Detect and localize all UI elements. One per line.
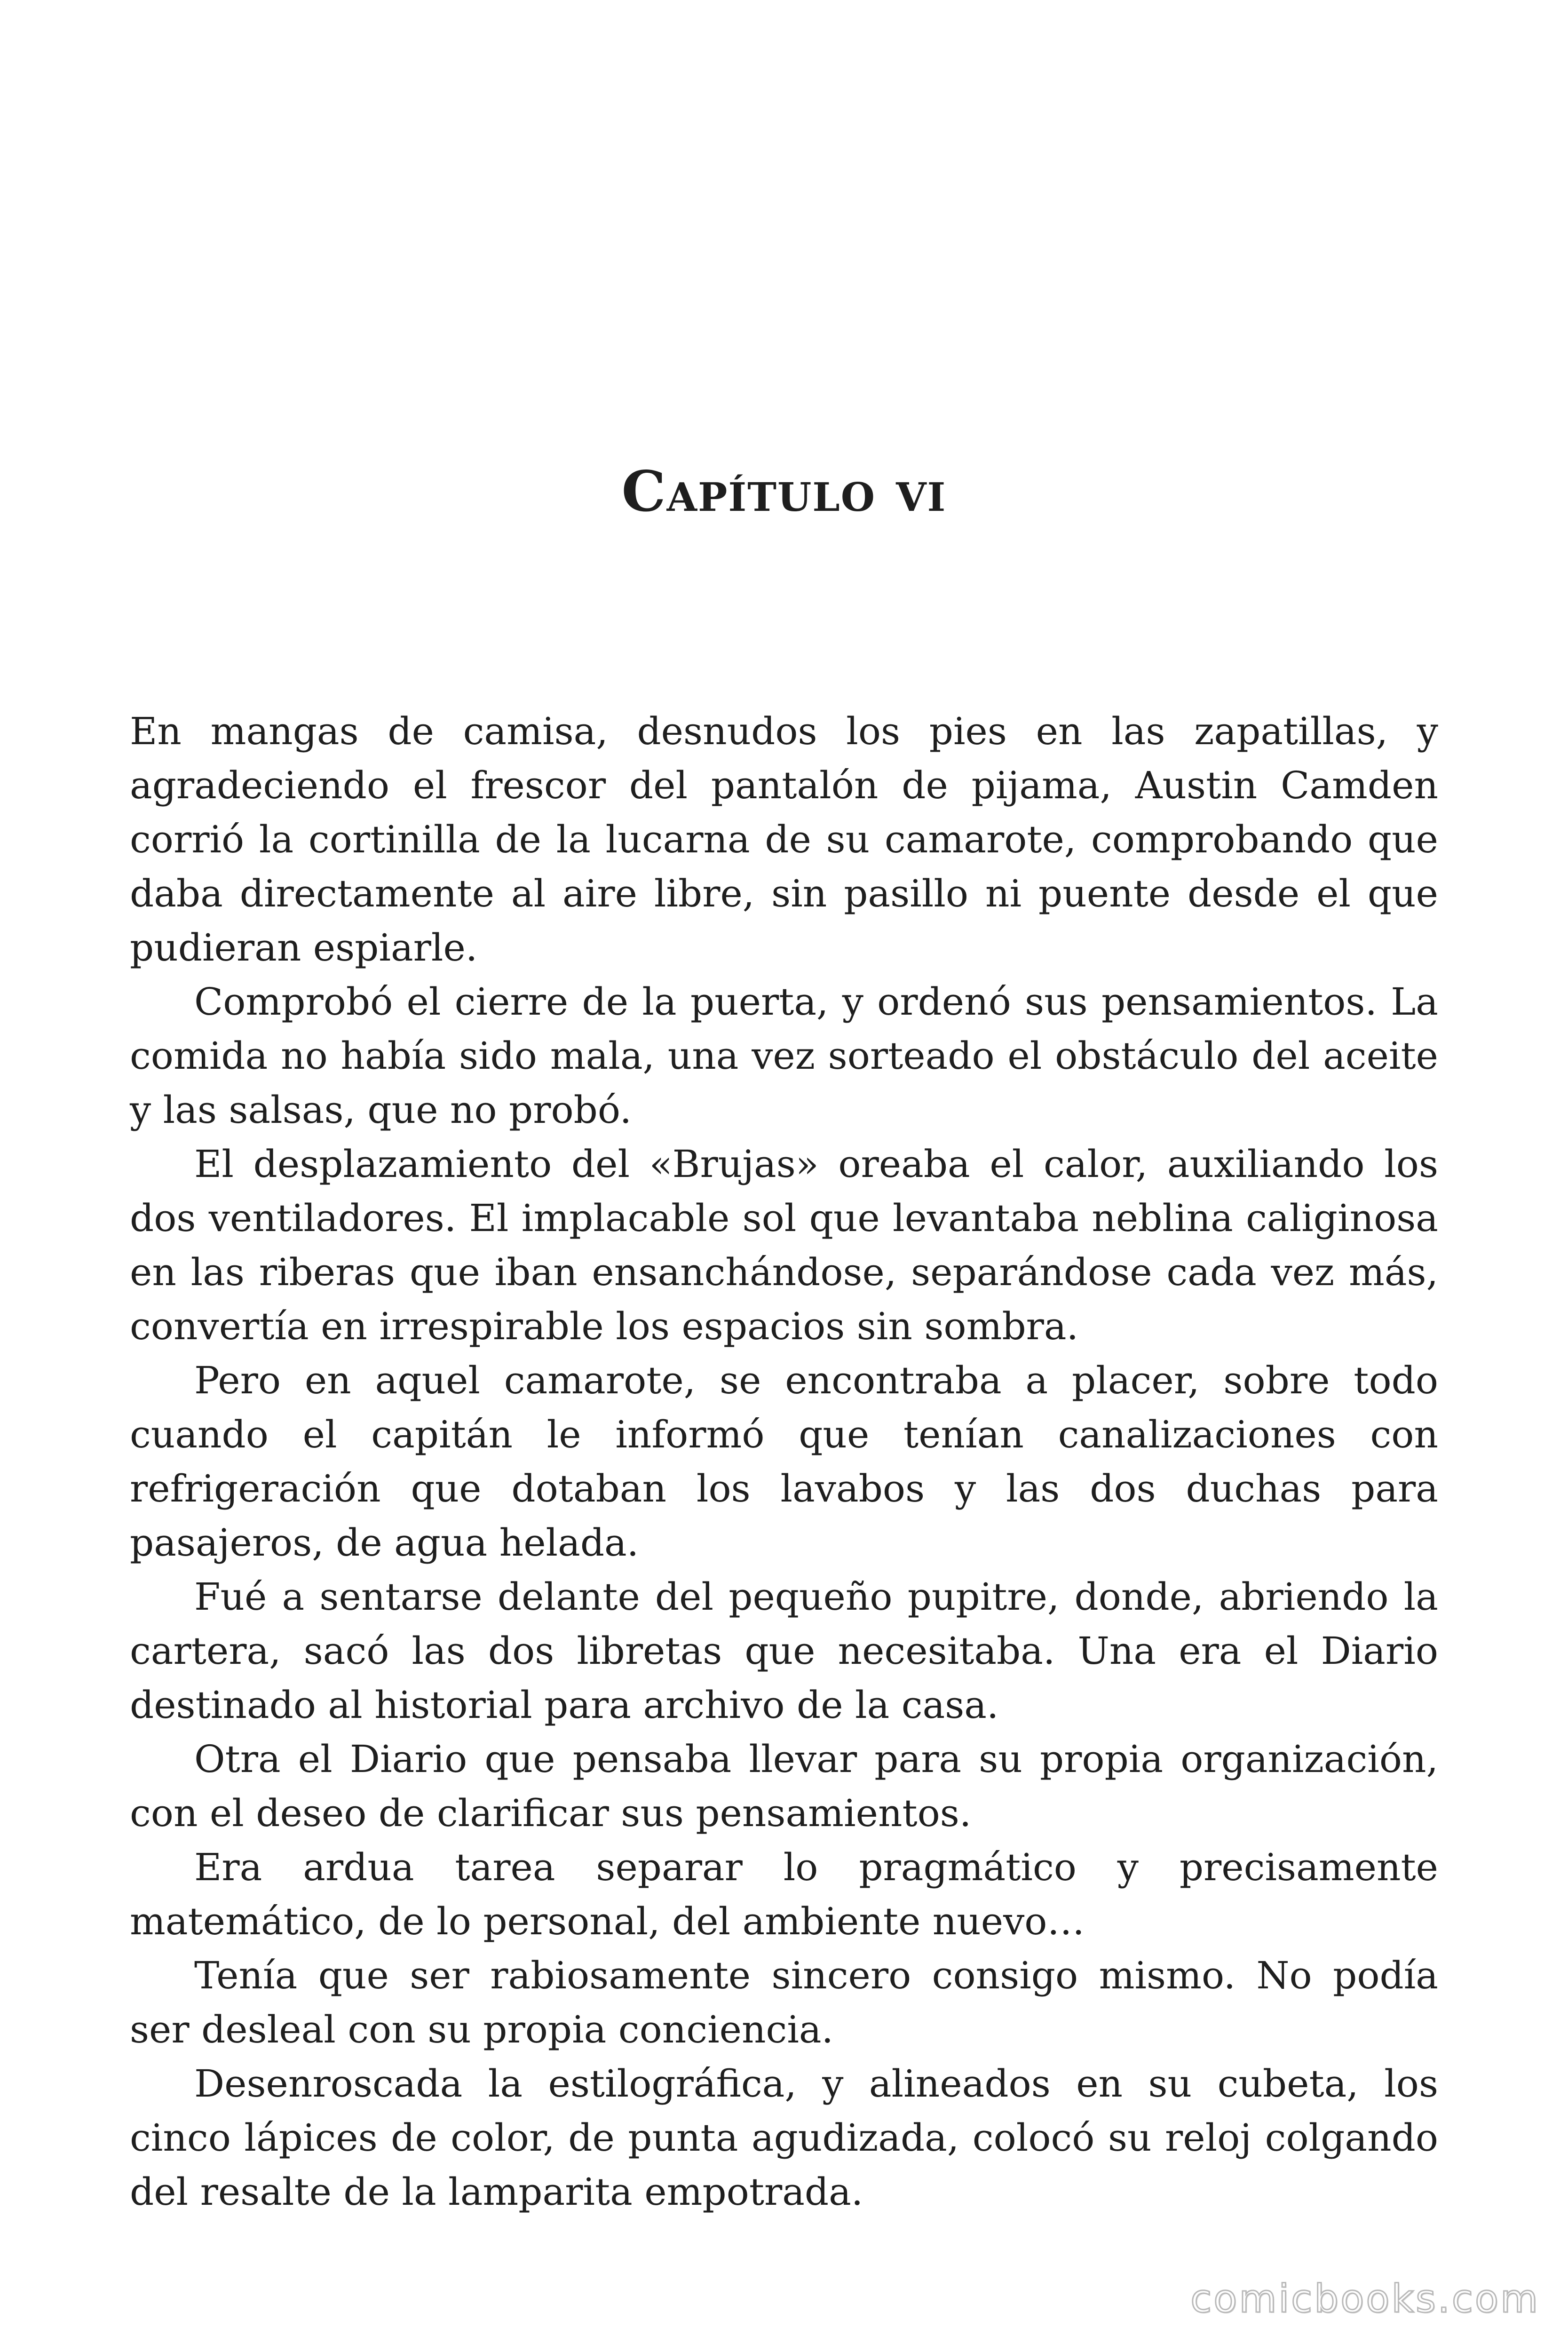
chapter-body xyxy=(130,704,1438,2219)
paragraph: En mangas de camisa, desnudos los pies en las zapatillas, y agradeciendo el frescor del pantalón de pijama, Austin Camden corrió la cortinilla de la lucarna de su camarote, comprobando que daba directamente al aire libre, sin pasillo ni puente desde el que pudieran espiarle. xyxy=(130,709,1438,969)
paragraph: Fué a sentarse delante del pequeño pupitre, donde, abriendo la cartera, sacó las dos libretas que necesitaba. Una era el Diario destinado al historial para archivo de la casa. xyxy=(130,1575,1438,1727)
paragraph: El desplazamiento del «Brujas» oreaba el calor, auxiliando los dos ventiladores. El implacable sol que levantaba neblina caliginosa en las riberas que iban ensanchándose, separándose cada vez más, convertía en irrespirable los espacios sin sombra. xyxy=(130,1142,1438,1348)
paragraph: Otra el Diario que pensaba llevar para su propia organización, con el deseo de clarificar sus pensamientos. xyxy=(130,1737,1438,1835)
paragraph: Pero en aquel camarote, se encontraba a placer, sobre todo cuando el capitán le informó que tenían canalizaciones con refrigeración que dotaban los lavabos y las dos duchas para pasajeros, de agua helada. xyxy=(130,1359,1438,1565)
paragraph: Desenroscada la estilográfica, y alineados en su cubeta, los cinco lápices de color, de punta agudizada, colocó su reloj colgando del resalte de la lamparita empotrada. xyxy=(130,2062,1438,2214)
paragraph: Tenía que ser rabiosamente sincero consigo mismo. No podía ser desleal con su propia conciencia. xyxy=(130,1954,1438,2051)
chapter-title: Capítulo vi xyxy=(621,459,947,524)
paragraph: Era ardua tarea separar lo pragmático y precisamente matemático, de lo personal, del ambiente nuevo… xyxy=(130,1845,1438,1943)
watermark: comicbooks.com xyxy=(1190,2277,1540,2321)
paragraph: Comprobó el cierre de la puerta, y ordenó sus pensamientos. La comida no había sido mala, una vez sorteado el obstáculo del aceite y las salsas, que no probó. xyxy=(130,980,1438,1132)
